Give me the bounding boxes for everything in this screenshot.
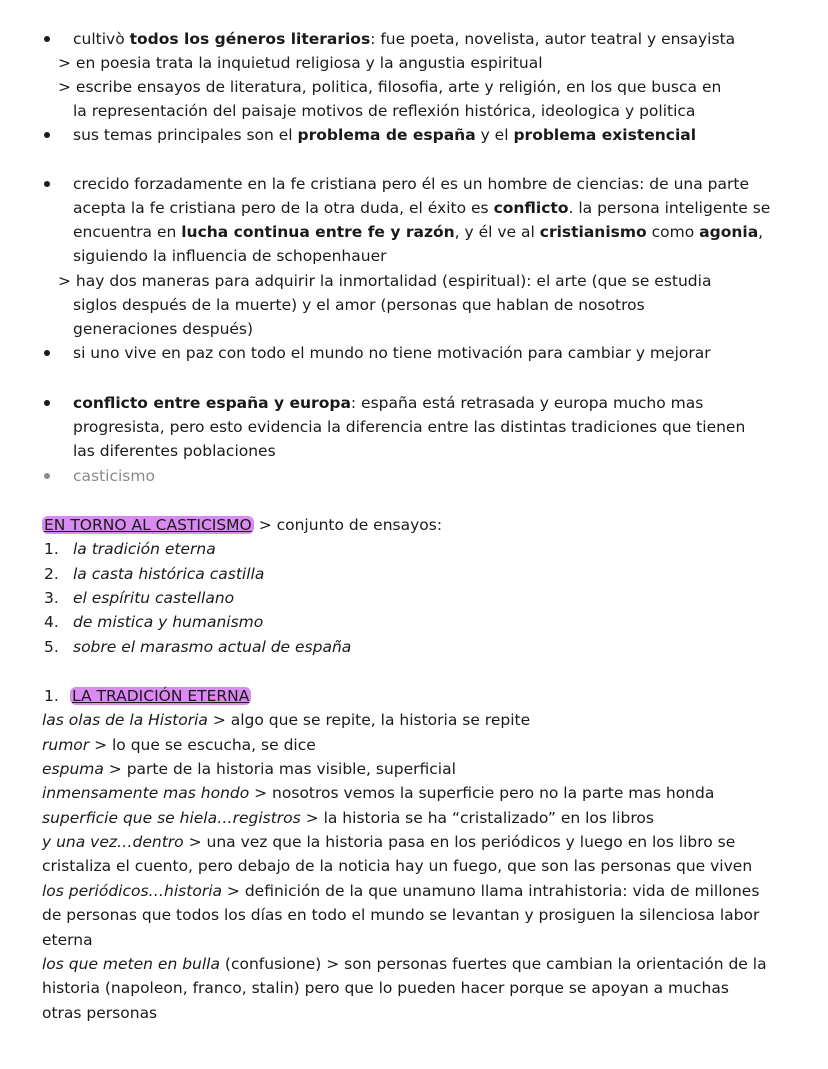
- bullet-line-europa: [73, 391, 703, 415]
- explanation: > una vez que la historia pasa en los periódicos y luego en los libro se: [183, 833, 736, 851]
- quote-fragment: los que meten en bulla: [42, 955, 220, 973]
- bold-text: lucha continua entre fe y razón: [181, 223, 455, 241]
- bullet-line-fe: crecido forzadamente en la fe cristiana pero él es un hombre de ciencias: de una parte: [73, 175, 749, 193]
- sub-line-ensayos-cont: la representación del paisaje motivos de reflexión histórica, ideologica y politica: [73, 102, 696, 120]
- text: : fue poeta, novelista, autor teatral y ensayista: [370, 30, 736, 48]
- note-line: [42, 733, 316, 757]
- text: ,: [758, 223, 764, 241]
- bullet: [44, 400, 50, 406]
- note-line: [42, 830, 735, 854]
- text: cultivò: [73, 30, 130, 48]
- section-number: 1.: [44, 687, 59, 705]
- text: > conjunto de ensayos:: [253, 516, 443, 534]
- bold-text: todos los géneros literarios: [129, 30, 371, 48]
- list-item: el espíritu castellano: [73, 589, 235, 607]
- explanation: > lo que se escucha, se dice: [89, 736, 316, 754]
- sub-line-siglos: siglos después de la muerte) y el amor (personas que hablan de nosotros: [73, 296, 645, 314]
- note-line: [42, 952, 767, 976]
- bold-text: problema existencial: [513, 126, 697, 144]
- text: . la persona inteligente se: [568, 199, 771, 217]
- quote-fragment: las olas de la Historia: [42, 711, 208, 729]
- explanation: > algo que se repite, la historia se repite: [207, 711, 531, 729]
- list-item: de mistica y humanismo: [73, 613, 264, 631]
- explanation: cristaliza el cuento, pero debajo de la noticia hay un fuego, que son las personas que viven: [42, 857, 753, 875]
- section-heading-tradicion: [70, 684, 251, 708]
- bullet: [44, 36, 50, 42]
- explanation: > parte de la historia mas visible, superficial: [103, 760, 456, 778]
- sub-line-poesia: > en poesia trata la inquietud religiosa y la angustia espiritual: [58, 54, 543, 72]
- explanation: otras personas: [42, 1004, 158, 1022]
- bullet: [44, 473, 50, 479]
- sub-line-generaciones: generaciones después): [73, 320, 254, 338]
- list-item: la tradición eterna: [73, 540, 216, 558]
- bold-text: conflicto: [493, 199, 569, 217]
- list-number: 5.: [44, 638, 59, 656]
- line-lucha: [73, 220, 763, 244]
- note-line: [42, 781, 714, 805]
- text: y el: [475, 126, 514, 144]
- list-item: la casta histórica castilla: [73, 565, 265, 583]
- bullet: [44, 132, 50, 138]
- note-line: [42, 806, 654, 830]
- quote-fragment: rumor: [42, 736, 90, 754]
- highlighted-title: EN TORNO AL CASTICISMO: [44, 516, 252, 534]
- bold-text: cristianismo: [539, 223, 647, 241]
- note-line: [42, 903, 759, 927]
- note-line: [42, 708, 530, 732]
- sub-line-inmortalidad: > hay dos maneras para adquirir la inmortalidad (espiritual): el arte (que se estudia: [58, 272, 712, 290]
- bullet-line-casticismo: casticismo: [73, 467, 155, 485]
- explanation: > la historia se ha “cristalizado” en los libros: [300, 809, 654, 827]
- list-number: 4.: [44, 613, 59, 631]
- explanation: historia (napoleon, franco, stalin) pero que lo pueden hacer porque se apoyan a muchas: [42, 979, 729, 997]
- text: encuentra en: [73, 223, 182, 241]
- highlighted-title: LA TRADICIÓN ETERNA: [72, 687, 250, 705]
- bullet: [44, 350, 50, 356]
- list-number: 3.: [44, 589, 59, 607]
- line-conflicto: [73, 196, 770, 220]
- text: como: [646, 223, 700, 241]
- quote-fragment: superficie que se hiela…registros: [42, 809, 301, 827]
- list-item: sobre el marasmo actual de españa: [73, 638, 352, 656]
- explanation: (confusione) > son personas fuertes que cambian la orientación de la: [219, 955, 767, 973]
- quote-fragment: espuma: [42, 760, 104, 778]
- list-number: 1.: [44, 540, 59, 558]
- note-line: [42, 976, 729, 1000]
- bullet-line-paz: si uno vive en paz con todo el mundo no tiene motivación para cambiar y mejorar: [73, 344, 711, 362]
- text: , y él ve al: [454, 223, 540, 241]
- bold-text: agonia: [699, 223, 759, 241]
- note-line: [42, 854, 752, 878]
- bullet-line-temas: [73, 123, 696, 147]
- line-schopenhauer: siguiendo la influencia de schopenhauer: [73, 247, 387, 265]
- line-progresista: progresista, pero esto evidencia la diferencia entre las distintas tradiciones que tienen: [73, 418, 746, 436]
- bullet-line-generos: [73, 27, 735, 51]
- note-line: [42, 1001, 157, 1025]
- text: : españa está retrasada y europa mucho mas: [350, 394, 704, 412]
- bullet: [44, 181, 50, 187]
- bold-text: conflicto entre españa y europa: [73, 394, 351, 412]
- bold-text: problema de españa: [297, 126, 476, 144]
- section-heading-casticismo: [42, 513, 442, 537]
- line-poblaciones: las diferentes poblaciones: [73, 442, 276, 460]
- explanation: > nosotros vemos la superficie pero no la parte mas honda: [249, 784, 715, 802]
- text: acepta la fe cristiana pero de la otra duda, el éxito es: [73, 199, 494, 217]
- note-line: [42, 757, 456, 781]
- note-line: [42, 879, 759, 903]
- text: sus temas principales son el: [73, 126, 298, 144]
- quote-fragment: los periódicos…historia: [42, 882, 222, 900]
- explanation: de personas que todos los días en todo el mundo se levantan y prosiguen la silenciosa labor: [42, 906, 760, 924]
- list-number: 2.: [44, 565, 59, 583]
- explanation: eterna: [42, 931, 93, 949]
- quote-fragment: inmensamente mas hondo: [42, 784, 250, 802]
- note-line: [42, 928, 93, 952]
- quote-fragment: y una vez…dentro: [42, 833, 184, 851]
- sub-line-ensayos: > escribe ensayos de literatura, politica, filosofia, arte y religión, en los que busca en: [58, 78, 722, 96]
- explanation: > definición de la que unamuno llama intrahistoria: vida de millones: [222, 882, 760, 900]
